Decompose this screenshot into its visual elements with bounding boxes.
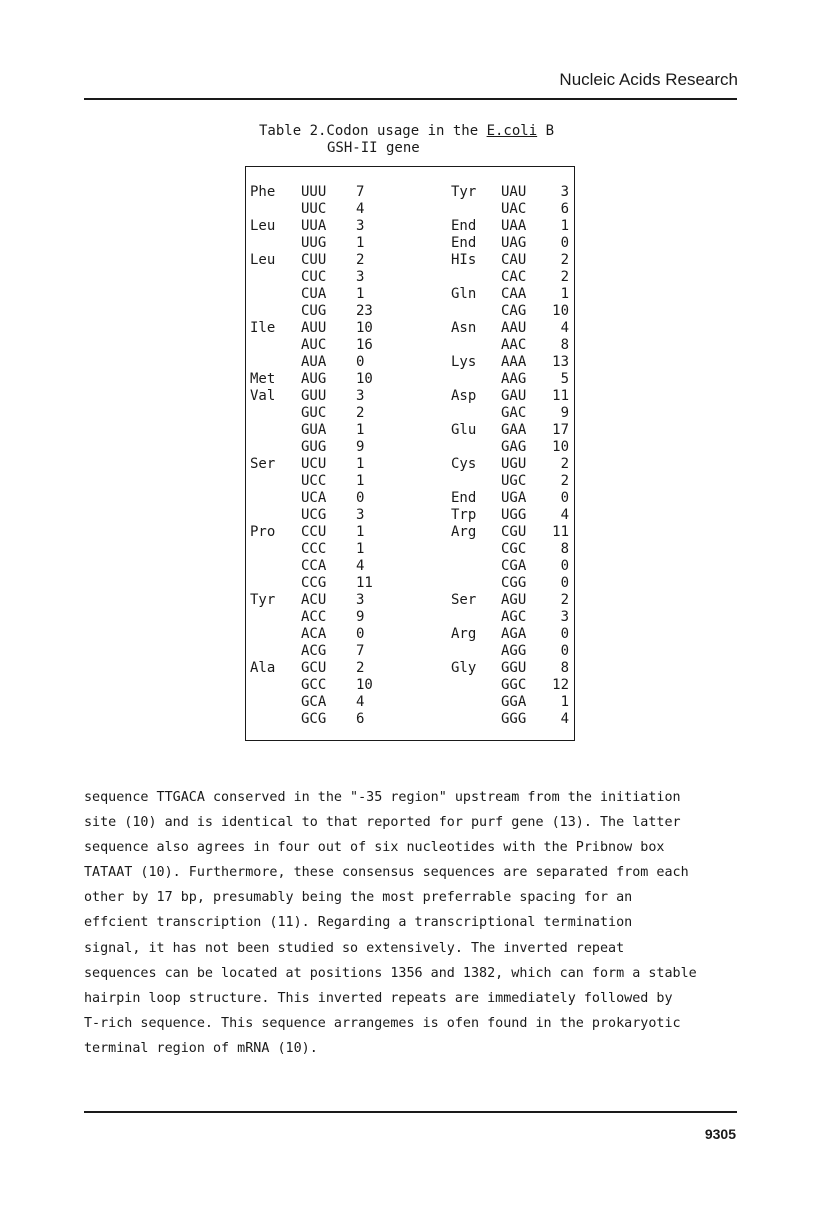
amino-acid-cell: Arg (451, 626, 477, 642)
codon-cell: UGC (501, 473, 527, 489)
count-cell: 3 (356, 507, 365, 523)
codon-cell: UAA (501, 218, 527, 234)
amino-acid-cell: End (451, 235, 477, 251)
count-cell: 1 (356, 473, 365, 489)
caption-suffix: B (537, 123, 555, 139)
count-cell: 1 (560, 286, 569, 302)
count-cell: 17 (552, 422, 569, 438)
count-cell: 1 (356, 286, 365, 302)
table-row (0, 320, 816, 337)
codon-cell: GAU (501, 388, 527, 404)
count-cell: 2 (356, 660, 365, 676)
codon-cell: AGC (501, 609, 527, 625)
codon-cell: CUG (301, 303, 327, 319)
body-line: hairpin loop structure. This inverted repeats are immediately followed by (84, 990, 673, 1006)
count-cell: 2 (560, 592, 569, 608)
table-row (0, 473, 816, 490)
amino-acid-cell: Ile (250, 320, 276, 336)
codon-cell: AAC (501, 337, 527, 353)
table-row (0, 235, 816, 252)
codon-cell: CAU (501, 252, 527, 268)
count-cell: 0 (560, 575, 569, 591)
codon-cell: CGC (501, 541, 527, 557)
codon-cell: CAG (501, 303, 527, 319)
count-cell: 3 (356, 592, 365, 608)
codon-cell: GGA (501, 694, 527, 710)
count-cell: 8 (560, 541, 569, 557)
count-cell: 4 (356, 558, 365, 574)
body-line: sequences can be located at positions 1356 and 1382, which can form a stable (84, 965, 697, 981)
body-line: other by 17 bp, presumably being the most preferrable spacing for an (84, 890, 633, 906)
table-row (0, 286, 816, 303)
codon-table (0, 184, 816, 728)
codon-cell: AGG (501, 643, 527, 659)
codon-cell: GCC (301, 677, 327, 693)
codon-cell: AAU (501, 320, 527, 336)
table-row (0, 354, 816, 371)
body-line: site (10) and is identical to that reported for purf gene (13). The latter (84, 815, 681, 831)
table-row (0, 218, 816, 235)
count-cell: 4 (356, 694, 365, 710)
count-cell: 10 (552, 439, 569, 455)
table-row (0, 184, 816, 201)
codon-cell: UCG (301, 507, 327, 523)
codon-cell: ACG (301, 643, 327, 659)
count-cell: 9 (356, 609, 365, 625)
table-row (0, 592, 816, 609)
body-line: T-rich sequence. This sequence arrangemes is ofen found in the prokaryotic (84, 1015, 681, 1031)
count-cell: 9 (356, 439, 365, 455)
count-cell: 1 (356, 422, 365, 438)
codon-cell: CUU (301, 252, 327, 268)
count-cell: 0 (560, 490, 569, 506)
table-row (0, 643, 816, 660)
codon-cell: CGU (501, 524, 527, 540)
table-row (0, 524, 816, 541)
count-cell: 9 (560, 405, 569, 421)
count-cell: 0 (356, 354, 365, 370)
table-row (0, 490, 816, 507)
body-line: sequence TTGACA conserved in the "-35 region" upstream from the initiation (84, 790, 681, 805)
amino-acid-cell: Ser (451, 592, 477, 608)
count-cell: 0 (560, 626, 569, 642)
codon-cell: UUA (301, 218, 327, 234)
count-cell: 6 (356, 711, 365, 727)
codon-cell: GAA (501, 422, 527, 438)
body-line: terminal region of mRNA (10). (84, 1040, 318, 1056)
codon-cell: UAC (501, 201, 527, 217)
codon-cell: AAG (501, 371, 527, 387)
count-cell: 1 (356, 235, 365, 251)
count-cell: 0 (560, 235, 569, 251)
table-row (0, 558, 816, 575)
count-cell: 13 (552, 354, 569, 370)
codon-cell: CGA (501, 558, 527, 574)
count-cell: 10 (356, 371, 373, 387)
amino-acid-cell: End (451, 490, 477, 506)
count-cell: 0 (560, 643, 569, 659)
codon-cell: UCC (301, 473, 327, 489)
codon-cell: UCU (301, 456, 327, 472)
table-row (0, 541, 816, 558)
amino-acid-cell: Ala (250, 660, 276, 676)
codon-cell: UGU (501, 456, 527, 472)
codon-cell: UAG (501, 235, 527, 251)
body-line: sequence also agrees in four out of six nucleotides with the Pribnow box (84, 840, 665, 856)
count-cell: 3 (560, 609, 569, 625)
count-cell: 8 (560, 337, 569, 353)
table-row (0, 337, 816, 354)
count-cell: 2 (560, 269, 569, 285)
amino-acid-cell: Tyr (250, 592, 276, 608)
count-cell: 1 (356, 524, 365, 540)
count-cell: 1 (560, 694, 569, 710)
count-cell: 6 (560, 201, 569, 217)
amino-acid-cell: Leu (250, 218, 276, 234)
table-row (0, 711, 816, 728)
amino-acid-cell: Val (250, 388, 276, 404)
count-cell: 23 (356, 303, 373, 319)
caption-prefix: Table 2.Codon usage in the (259, 123, 487, 139)
codon-cell: UUU (301, 184, 327, 200)
body-line: effcient transcription (11). Regarding a transcriptional termination (84, 915, 633, 931)
amino-acid-cell: Tyr (451, 184, 477, 200)
codon-cell: GAG (501, 439, 527, 455)
codon-cell: AUA (301, 354, 327, 370)
amino-acid-cell: Ser (250, 456, 276, 472)
count-cell: 3 (356, 269, 365, 285)
count-cell: 8 (560, 660, 569, 676)
codon-cell: GGC (501, 677, 527, 693)
codon-cell: GUU (301, 388, 327, 404)
codon-cell: AUG (301, 371, 327, 387)
codon-cell: AUU (301, 320, 327, 336)
count-cell: 0 (356, 490, 365, 506)
amino-acid-cell: Phe (250, 184, 276, 200)
amino-acid-cell: HIs (451, 252, 477, 268)
codon-cell: GGU (501, 660, 527, 676)
amino-acid-cell: Trp (451, 507, 477, 523)
count-cell: 4 (560, 507, 569, 523)
count-cell: 10 (552, 303, 569, 319)
codon-cell: UCA (301, 490, 327, 506)
count-cell: 11 (552, 524, 569, 540)
codon-cell: GAC (501, 405, 527, 421)
journal-title: Nucleic Acids Research (559, 70, 738, 89)
body-paragraph (84, 785, 744, 1061)
table-row (0, 252, 816, 269)
count-cell: 16 (356, 337, 373, 353)
amino-acid-cell: Met (250, 371, 276, 387)
table-row (0, 609, 816, 626)
count-cell: 2 (560, 252, 569, 268)
codon-cell: CAC (501, 269, 527, 285)
footer-rule (84, 1111, 737, 1113)
codon-cell: ACC (301, 609, 327, 625)
codon-cell: AAA (501, 354, 527, 370)
body-line: TATAAT (10). Furthermore, these consensus sequences are separated from each (84, 865, 689, 881)
amino-acid-cell: Pro (250, 524, 276, 540)
codon-cell: GCU (301, 660, 327, 676)
table-row (0, 269, 816, 286)
codon-cell: CCC (301, 541, 327, 557)
count-cell: 3 (560, 184, 569, 200)
body-line: signal, it has not been studied so extensively. The inverted repeat (84, 940, 625, 956)
page-number: 9305 (704, 1126, 736, 1142)
codon-cell: AGA (501, 626, 527, 642)
table-row (0, 694, 816, 711)
codon-cell: UGA (501, 490, 527, 506)
codon-cell: CUA (301, 286, 327, 302)
table-row (0, 439, 816, 456)
table-row (0, 507, 816, 524)
count-cell: 5 (560, 371, 569, 387)
codon-cell: UUG (301, 235, 327, 251)
codon-cell: GCA (301, 694, 327, 710)
count-cell: 11 (552, 388, 569, 404)
header-rule (84, 98, 737, 100)
codon-cell: GCG (301, 711, 327, 727)
codon-cell: GGG (501, 711, 527, 727)
amino-acid-cell: Leu (250, 252, 276, 268)
count-cell: 4 (356, 201, 365, 217)
amino-acid-cell: Glu (451, 422, 477, 438)
count-cell: 4 (560, 711, 569, 727)
count-cell: 2 (356, 405, 365, 421)
table-row (0, 677, 816, 694)
table-caption-line-1 (259, 123, 554, 140)
codon-cell: CCG (301, 575, 327, 591)
count-cell: 10 (356, 320, 373, 336)
count-cell: 4 (560, 320, 569, 336)
count-cell: 2 (560, 473, 569, 489)
count-cell: 10 (356, 677, 373, 693)
count-cell: 12 (552, 677, 569, 693)
count-cell: 2 (560, 456, 569, 472)
table-row (0, 201, 816, 218)
table-row (0, 371, 816, 388)
codon-cell: CGG (501, 575, 527, 591)
caption-species: E.coli (486, 123, 538, 139)
codon-cell: GUA (301, 422, 327, 438)
table-row (0, 575, 816, 592)
codon-cell: ACU (301, 592, 327, 608)
count-cell: 0 (356, 626, 365, 642)
table-row (0, 422, 816, 439)
table-row (0, 388, 816, 405)
codon-cell: CCA (301, 558, 327, 574)
amino-acid-cell: Lys (451, 354, 477, 370)
codon-cell: UAU (501, 184, 527, 200)
table-caption-line-2: GSH-II gene (327, 140, 420, 156)
count-cell: 3 (356, 388, 365, 404)
codon-cell: CCU (301, 524, 327, 540)
codon-cell: GUG (301, 439, 327, 455)
codon-cell: GUC (301, 405, 327, 421)
codon-cell: CAA (501, 286, 527, 302)
count-cell: 1 (356, 541, 365, 557)
count-cell: 1 (356, 456, 365, 472)
amino-acid-cell: Gln (451, 286, 477, 302)
amino-acid-cell: Asn (451, 320, 477, 336)
table-row (0, 456, 816, 473)
count-cell: 1 (560, 218, 569, 234)
table-row (0, 626, 816, 643)
table-row (0, 405, 816, 422)
codon-cell: CUC (301, 269, 327, 285)
table-row (0, 303, 816, 320)
amino-acid-cell: Gly (451, 660, 477, 676)
count-cell: 11 (356, 575, 373, 591)
count-cell: 7 (356, 184, 365, 200)
table-row (0, 660, 816, 677)
amino-acid-cell: Cys (451, 456, 477, 472)
codon-cell: UUC (301, 201, 327, 217)
codon-cell: UGG (501, 507, 527, 523)
amino-acid-cell: Arg (451, 524, 477, 540)
codon-cell: AUC (301, 337, 327, 353)
count-cell: 0 (560, 558, 569, 574)
amino-acid-cell: End (451, 218, 477, 234)
count-cell: 7 (356, 643, 365, 659)
count-cell: 2 (356, 252, 365, 268)
count-cell: 3 (356, 218, 365, 234)
codon-cell: AGU (501, 592, 527, 608)
codon-cell: ACA (301, 626, 327, 642)
amino-acid-cell: Asp (451, 388, 477, 404)
